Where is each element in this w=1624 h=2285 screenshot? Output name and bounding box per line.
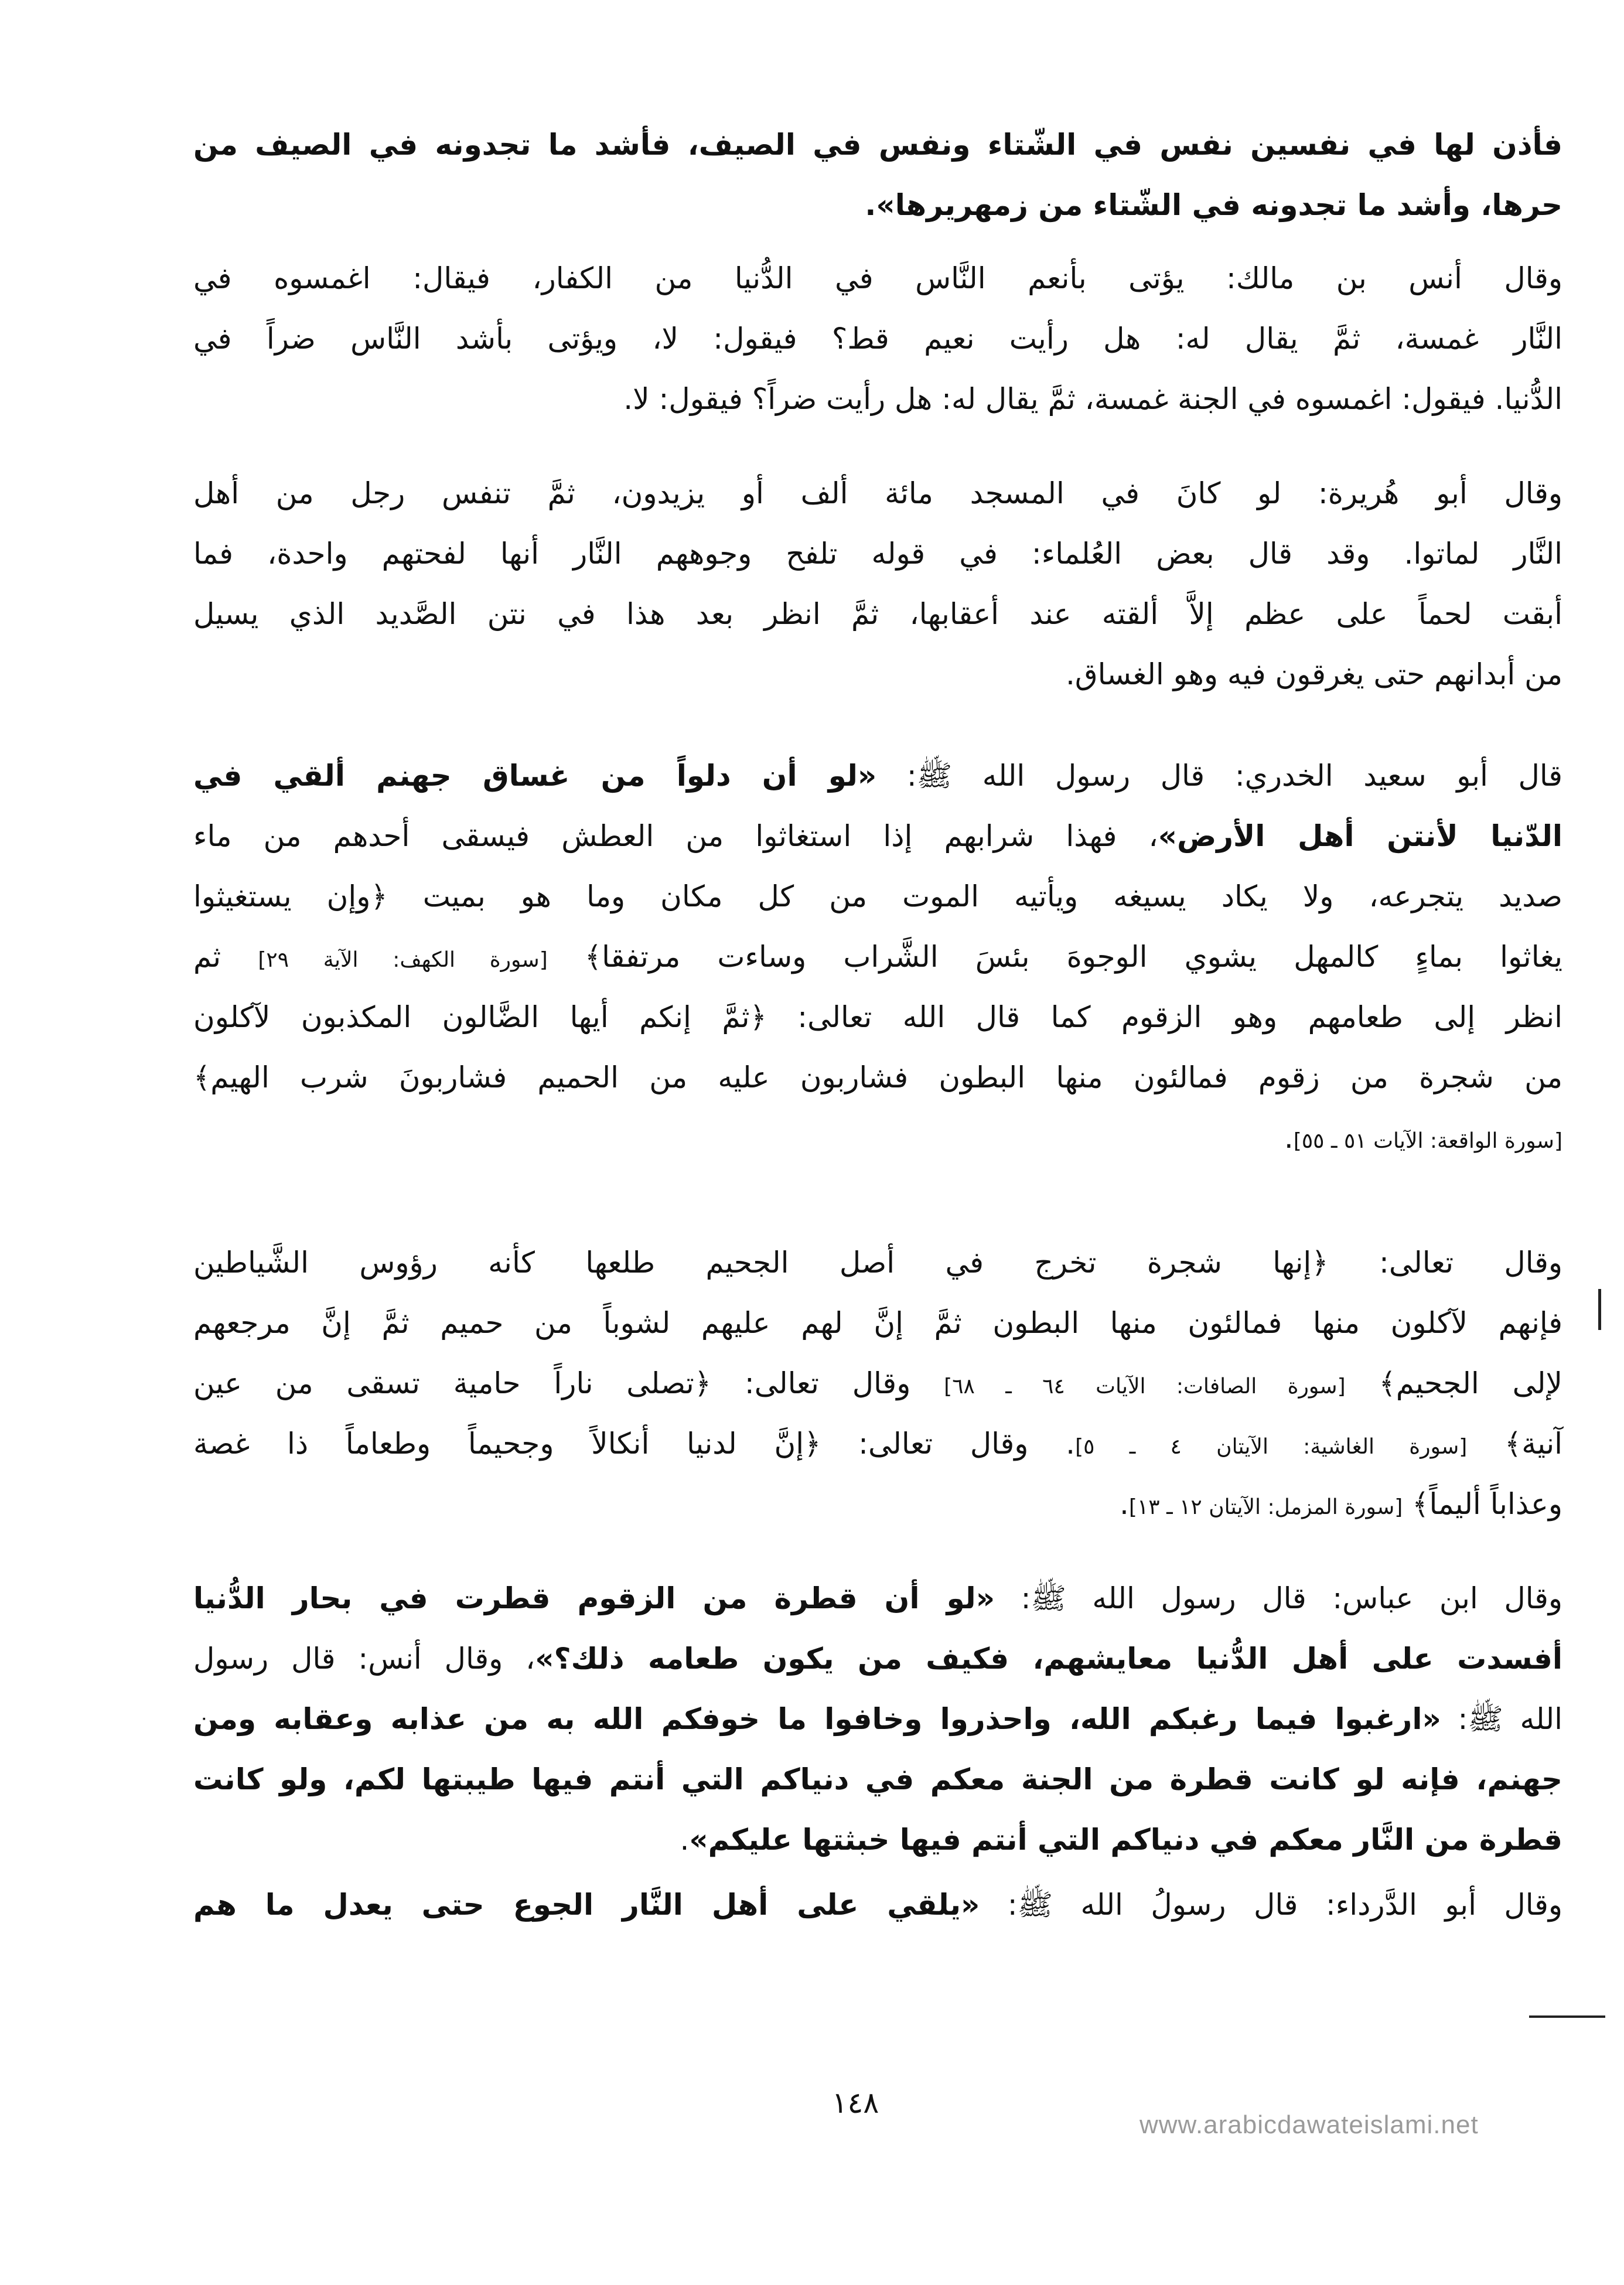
text-segment: .	[680, 1823, 690, 1857]
paragraph	[193, 1568, 1562, 1870]
text-segment: من أبدانهم حتى يغرقون فيه وهو الغساق.	[1065, 657, 1562, 691]
text-segment: من شجرة من زقوم فمالئون منها البطون فشاربون عليه من الحميم فشاربونَ شرب الهيم﴾	[193, 1060, 1562, 1094]
text-line	[193, 746, 1562, 806]
text-line	[193, 584, 1562, 644]
page-body-text	[193, 115, 1562, 1935]
hadith-quote: «يلقي على أهل النَّار الجوع حتى يعدل ما هم	[193, 1888, 980, 1922]
quran-reference: [سورة الواقعة: الآيات ٥١ ـ ٥٥]	[1293, 1129, 1562, 1153]
text-segment: النَّار غمسة، ثمَّ يقال له: هل رأيت نعيم قط؟ فيقول: لا، ويؤتى بأشد النَّاس ضراً في	[193, 322, 1562, 356]
watermark: www.arabicdawateislami.net	[1139, 2110, 1479, 2139]
quran-reference: [سورة الكهف: الآية ٢٩]	[258, 948, 548, 972]
paragraph	[193, 1875, 1562, 1935]
margin-mark	[1529, 2015, 1605, 2018]
text-segment: وقال أنس بن مالك: يؤتى بأنعم النَّاس في الدُّنيا من الكفار، فيقال: اغمسوه في	[193, 261, 1562, 295]
text-line	[193, 1414, 1562, 1474]
text-line	[193, 1629, 1562, 1689]
text-segment: ثم	[193, 940, 258, 974]
text-line	[193, 1875, 1562, 1935]
text-line	[193, 248, 1562, 309]
hadith-quote: جهنم، فإنه لو كانت قطرة من الجنة معكم في دنياكم التي أنتم فيها طيبتها لكم، ولو كانت	[193, 1762, 1562, 1796]
text-segment: الدُّنيا. فيقول: اغمسوه في الجنة غمسة، ثمَّ يقال له: هل رأيت ضراً؟ فيقول: لا.	[623, 382, 1562, 416]
paragraph	[193, 115, 1562, 236]
text-line	[193, 1353, 1562, 1414]
text-segment: آنية﴾	[1467, 1427, 1563, 1461]
text-segment: .	[1284, 1121, 1294, 1155]
text-line	[193, 927, 1562, 987]
hadith-quote: الدّنيا لأنتن أهل الأرض»	[1158, 819, 1562, 853]
text-segment: ، وقال أنس: قال رسول	[193, 1642, 535, 1676]
text-segment: أبقت لحماً على عظم إلاَّ ألقته عند أعقابها، ثمَّ انظر بعد هذا في نتن الصَّديد الذي يسيل	[193, 597, 1562, 631]
text-line	[193, 1108, 1562, 1168]
text-segment: لإلى الجحيم﴾	[1345, 1366, 1563, 1400]
text-segment: انظر إلى طعامهم وهو الزقوم كما قال الله تعالى: ﴿ثمَّ إنكم أيها الضَّالون المكذبون لآكلون	[193, 1000, 1562, 1034]
text-line	[193, 987, 1562, 1048]
text-line	[193, 1749, 1562, 1810]
hadith-quote: حرها، وأشد ما تجدونه في الشّتاء من زمهريرها».	[865, 188, 1562, 222]
page-number: ١٤٨	[831, 2086, 879, 2120]
text-segment: قال أبو سعيد الخدري: قال رسول الله ﷺ:	[876, 759, 1563, 793]
hadith-quote: «لو أن دلواً من غساق جهنم ألقي في	[193, 759, 877, 793]
text-segment: . وقال تعالى: ﴿إنَّ لدنيا أنكالاً وجحيماً وطعاماً ذا غصة	[193, 1427, 1076, 1461]
text-line	[193, 644, 1562, 705]
text-line	[193, 806, 1562, 867]
text-segment: يغاثوا بماءٍ كالمهل يشوي الوجوهَ بئسَ الشَّراب وساءت مرتفقا﴾	[547, 940, 1562, 974]
hadith-quote: فأذن لها في نفسين نفس في الشّتاء ونفس في الصيف، فأشد ما تجدونه في الصيف من	[193, 128, 1562, 162]
text-segment: وقال تعالى: ﴿إنها شجرة تخرج في أصل الجحيم طلعها كأنه رؤوس الشَّياطين	[193, 1246, 1562, 1280]
paragraph	[193, 746, 1562, 1168]
text-segment: وقال تعالى: ﴿تصلى ناراً حامية تسقى من عين	[193, 1366, 944, 1400]
text-line	[193, 369, 1562, 429]
paragraph	[193, 1233, 1562, 1534]
text-line	[193, 175, 1562, 236]
hadith-quote: قطرة من النَّار معكم في دنياكم التي أنتم فيها خبثتها عليكم»	[689, 1823, 1562, 1857]
text-line	[193, 1048, 1562, 1108]
paragraph	[193, 463, 1562, 705]
text-segment: النَّار لماتوا. وقد قال بعض العُلماء: في قوله تلفح وجوههم النَّار أنها لفحتهم واحدة، فما	[193, 537, 1562, 571]
text-segment: وعذاباً أليماً﴾	[1403, 1487, 1562, 1521]
quran-reference: [سورة المزمل: الآيتان ١٢ ـ ١٣]	[1128, 1495, 1403, 1519]
quran-reference: [سورة الصافات: الآيات ٦٤ ـ ٦٨]	[944, 1375, 1346, 1399]
text-line	[193, 1689, 1562, 1749]
text-segment: .	[1120, 1487, 1129, 1521]
text-segment: الله ﷺ:	[1441, 1702, 1562, 1736]
text-line	[193, 1233, 1562, 1293]
hadith-quote: أفسدت على أهل الدُّنيا معايشهم، فكيف من يكون طعامه ذلك؟»	[535, 1642, 1562, 1676]
text-line	[193, 867, 1562, 927]
text-line	[193, 309, 1562, 369]
text-line	[193, 1810, 1562, 1870]
quran-reference: [سورة الغاشية: الآيتان ٤ ـ ٥]	[1075, 1435, 1468, 1459]
paragraph	[193, 248, 1562, 429]
text-segment: وقال ابن عباس: قال رسول الله ﷺ:	[995, 1581, 1562, 1615]
text-segment: فإنهم لآكلون منها فمالئون منها البطون ثمَّ إنَّ لهم عليهم لشوباً من حميم ثمَّ إنَّ مرجعهم	[193, 1306, 1562, 1340]
margin-mark	[1598, 1289, 1601, 1330]
text-line	[193, 524, 1562, 584]
text-segment: وقال أبو الدَّرداء: قال رسولُ الله ﷺ:	[980, 1888, 1562, 1922]
text-line	[193, 463, 1562, 524]
text-line	[193, 115, 1562, 175]
hadith-quote: «لو أن قطرة من الزقوم قطرت في بحار الدُّنيا	[193, 1581, 995, 1615]
text-segment: وقال أبو هُريرة: لو كانَ في المسجد مائة ألف أو يزيدون، ثمَّ تنفس رجل من أهل	[193, 476, 1562, 510]
text-line	[193, 1293, 1562, 1353]
hadith-quote: «ارغبوا فيما رغبكم الله، واحذروا وخافوا ما خوفكم الله به من عذابه وعقابه ومن	[193, 1702, 1441, 1736]
text-segment: صديد يتجرعه، ولا يكاد يسيغه ويأتيه الموت من كل مكان وما هو بميت ﴿وإن يستغيثوا	[193, 879, 1562, 913]
text-line	[193, 1474, 1562, 1534]
text-segment: ، فهذا شرابهم إذا استغاثوا من العطش فيسقى أحدهم من ماء	[193, 819, 1158, 853]
text-line	[193, 1568, 1562, 1629]
